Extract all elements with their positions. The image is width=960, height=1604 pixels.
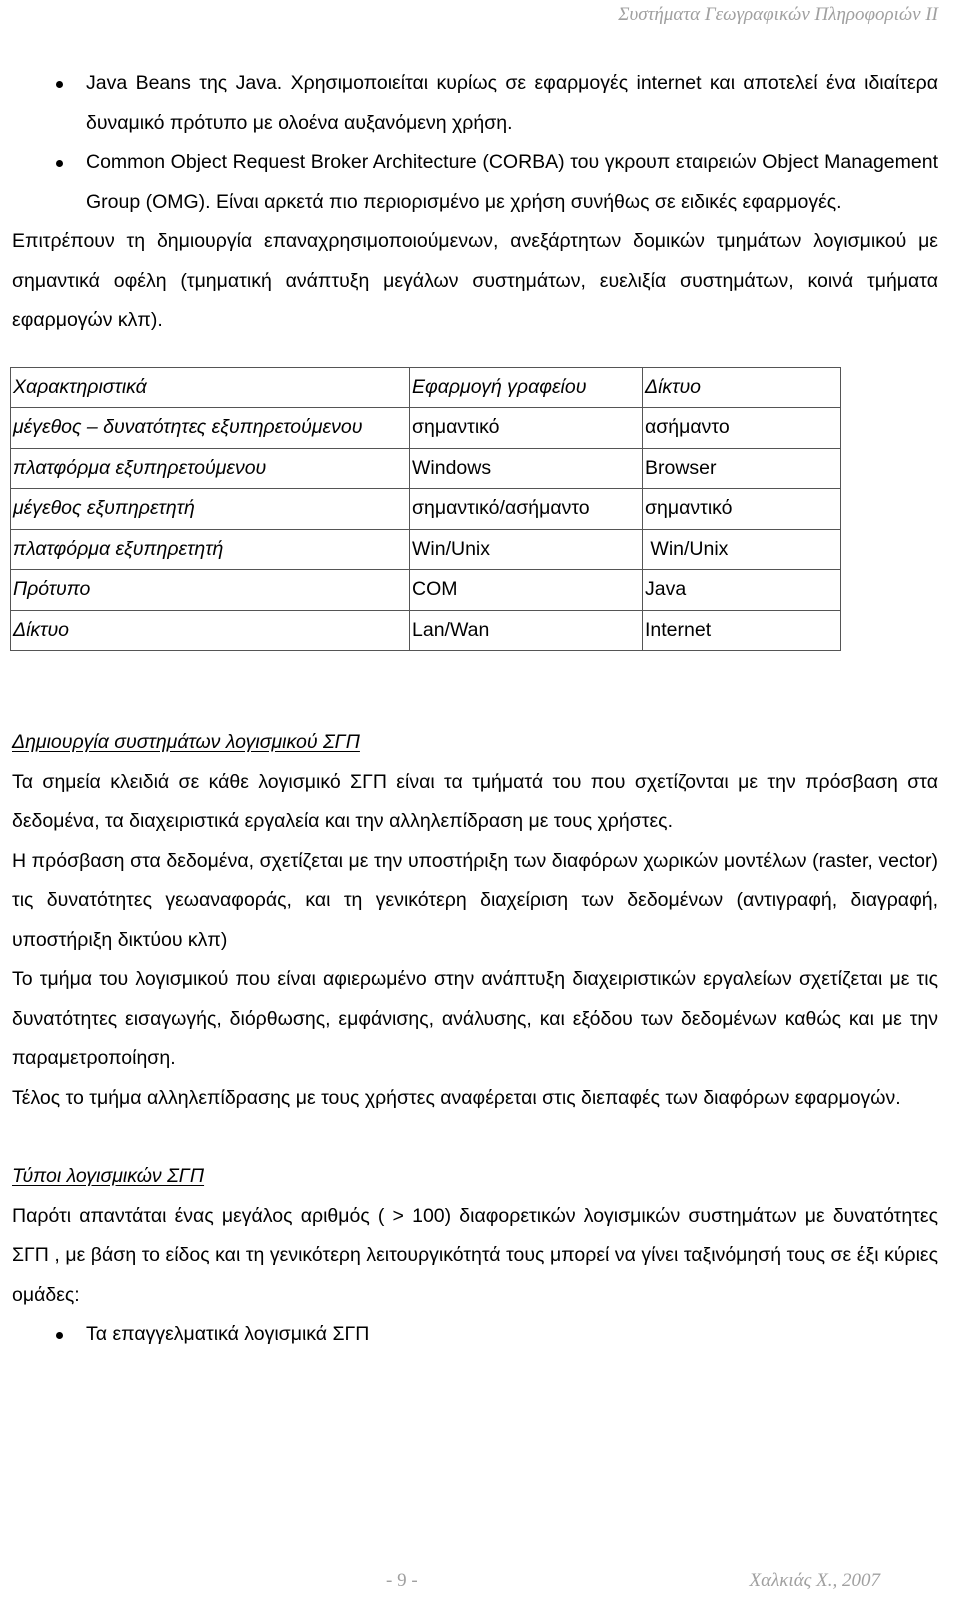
- footer-author: Χαλκιάς Χ., 2007: [749, 1570, 880, 1591]
- table-header-cell: Χαρακτηριστικά: [11, 367, 410, 408]
- paragraph: Η πρόσβαση στα δεδομένα, σχετίζεται με την υποστήριξη των διαφόρων χωρικών μοντέλων (raster, vector) τις δυνατότητες γεωαναφοράς, και τη γενικότερη διαχείριση των δεδομένων (αντιγραφή, διαγραφή, υποστήριξη δικτύου κλπ): [12, 849, 938, 951]
- table-cell: πλατφόρμα εξυπηρετητή: [11, 529, 410, 570]
- paragraph: Το τμήμα του λογισμικού που είναι αφιερωμένο στην ανάπτυξη διαχειριστικών εργαλείων σχετίζεται με τις δυνατότητες εισαγωγής, διόρθωσης, εμφάνισης, ανάλυσης, και εξόδου των δεδομένων καθώς και με την παραμετροποίηση.: [12, 968, 938, 1069]
- table-cell: σημαντικό: [643, 489, 841, 530]
- intro-paragraph: Επιτρέπουν τη δημιουργία επαναχρησιμοποιούμενων, ανεξάρτητων δομικών τμημάτων λογισμικού με σημαντικά οφέλη (τμηματική ανάπτυξη μεγάλων συστημάτων, ευελιξία συστημάτων, κοινά τμήματα εφαρμογών κλπ).: [12, 230, 938, 331]
- table-cell: Browser: [643, 448, 841, 489]
- table-cell: πλατφόρμα εξυπηρετούμενου: [11, 448, 410, 489]
- table-cell: ασήμαντο: [643, 408, 841, 449]
- table-cell: Δίκτυο: [11, 610, 410, 651]
- table-row: [11, 570, 841, 611]
- section-title-types: Τύποι λογισμικών ΣΓΠ: [12, 1165, 205, 1187]
- paragraph: Παρότι απαντάται ένας μεγάλος αριθμός ( > 100) διαφορετικών λογισμικών συστημάτων με δυνατότητες ΣΓΠ , με βάση το είδος και τη γενικότερη λειτουργικότητά τους μπορεί να γίνει ταξινόμησή τους σε έξι κύριες ομάδες:: [12, 1204, 938, 1306]
- comparison-table: [10, 367, 841, 652]
- page-number: - 9 -: [386, 1570, 418, 1591]
- table-header-row: [11, 367, 841, 408]
- table-cell: Internet: [643, 610, 841, 651]
- table-cell: σημαντικό: [410, 408, 643, 449]
- table-row: [11, 489, 841, 530]
- running-header: Συστήματα Γεωγραφικών Πληροφοριών ΙΙ: [618, 4, 938, 25]
- page-content: [12, 64, 938, 1355]
- table-cell: Win/Unix: [643, 529, 841, 570]
- section-title-creation: Δημιουργία συστημάτων λογισμικού ΣΓΠ: [12, 731, 360, 753]
- list-item: Τα επαγγελματικά λογισμικά ΣΓΠ: [12, 1315, 938, 1355]
- list-item: Common Object Request Broker Architecture (CORBA) του γκρουπ εταιρειών Object Management Group (OMG). Είναι αρκετά πιο περιορισμένο με χρήση συνήθως σε ειδικές εφαρμογές.: [12, 143, 938, 222]
- table-header-cell: Εφαρμογή γραφείου: [410, 367, 643, 408]
- table-row: [11, 448, 841, 489]
- paragraph: Τέλος το τμήμα αλληλεπίδρασης με τους χρήστες αναφέρεται στις διεπαφές των διαφόρων εφαρμογών.: [12, 1086, 901, 1109]
- table-row: [11, 529, 841, 570]
- table-cell: Java: [643, 570, 841, 611]
- list-item: Java Beans της Java. Χρησιμοποιείται κυρίως σε εφαρμογές internet και αποτελεί ένα ιδιαίτερα δυναμικό πρότυπο με ολοένα αυξανόμενη χρήση.: [12, 64, 938, 143]
- table-cell: σημαντικό/ασήμαντο: [410, 489, 643, 530]
- types-bullet-list: [12, 1315, 938, 1355]
- table-cell: Windows: [410, 448, 643, 489]
- table-row: [11, 408, 841, 449]
- table-cell: Win/Unix: [410, 529, 643, 570]
- intro-bullet-list: [12, 64, 938, 222]
- table-row: [11, 610, 841, 651]
- table-cell: COM: [410, 570, 643, 611]
- table-cell: μέγεθος – δυνατότητες εξυπηρετούμενου: [11, 408, 410, 449]
- table-cell: Πρότυπο: [11, 570, 410, 611]
- table-header-cell: Δίκτυο: [643, 367, 841, 408]
- table-cell: Lan/Wan: [410, 610, 643, 651]
- table-cell: μέγεθος εξυπηρετητή: [11, 489, 410, 530]
- paragraph: Τα σημεία κλειδιά σε κάθε λογισμικό ΣΓΠ είναι τα τμήματά του που σχετίζονται με την πρόσβαση στα δεδομένα, τα διαχειριστικά εργαλεία και την αλληλεπίδραση με τους χρήστες.: [12, 770, 938, 832]
